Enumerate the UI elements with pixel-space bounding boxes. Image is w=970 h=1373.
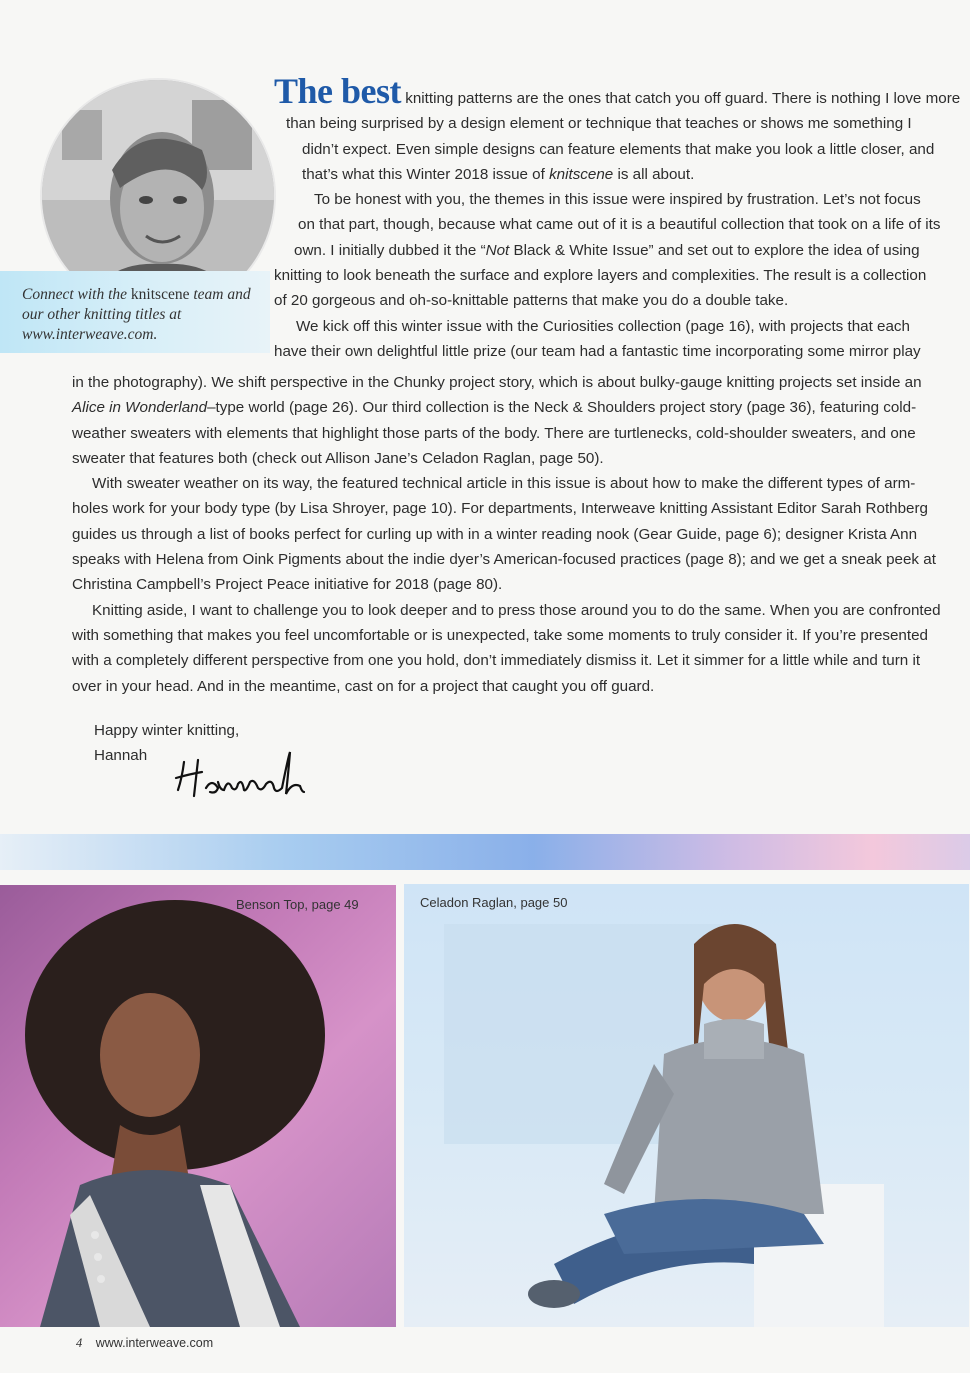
editor-letter-lead	[274, 71, 961, 364]
lead-line: We kick off this winter issue with the Curiosities collection (page 16), with projects that each	[296, 317, 910, 335]
lead-text: Black & White Issue” and set out to explore the idea of using	[509, 241, 920, 259]
handwritten-signature	[172, 748, 356, 808]
body-line: speaks with Helena from Oink Pigments about the indie dyer’s American-focused practices (page 8); and we get a sneak peek at	[72, 551, 936, 569]
page-number: 4	[76, 1336, 83, 1350]
body-line: over in your head. And in the meantime, cast on for a project that caught you off guard.	[72, 677, 655, 695]
body-line: with something that makes you feel uncomfortable or is unexpected, take some moments to truly consider it. If you’re presented	[72, 626, 928, 644]
benson-top-photo	[0, 885, 396, 1327]
body-text: –type world (page 26). Our third collection is the Neck & Shoulders project story (page 36), featuring cold-	[207, 399, 917, 417]
lead-line: than being surprised by a design element or technique that teaches or shows me something I	[286, 115, 912, 133]
lead-line: To be honest with you, the themes in this issue were inspired by frustration. Let’s not focus	[314, 191, 921, 209]
body-line: sweater that features both (check out Allison Jane’s Celadon Raglan, page 50).	[72, 449, 604, 467]
lead-line: knitting to look beneath the surface and explore layers and complexities. The result is a collection	[274, 267, 927, 285]
lead-line	[274, 71, 961, 111]
body-line: guides us through a list of books perfect for curling up with in a winter reading nook (Gear Guide, page 6); designer Krista Ann	[72, 525, 918, 543]
drop-heading: The best	[274, 71, 402, 111]
body-line: With sweater weather on its way, the featured technical article in this issue is about how to make the different types of arm-	[92, 475, 916, 493]
lead-text: is all about.	[613, 165, 695, 183]
lead-line: on that part, though, because what came out of it is a beautiful collection that took on a life of its	[298, 216, 941, 234]
signoff-greeting: Happy winter knitting,	[94, 722, 240, 739]
body-line: with a completely different perspective from one you hold, don’t immediately dismiss it. Let it simmer for a little while and turn it	[72, 652, 921, 670]
lead-text: that’s what this Winter 2018 issue of	[302, 165, 550, 183]
book-title: Alice in Wonderland	[72, 399, 208, 417]
body-line: in the photography). We shift perspective in the Chunky project story, which is about bulky-gauge knitting projects set inside an	[72, 374, 922, 391]
lead-line: have their own delightful little prize (our team had a fantastic time incorporating some mirror play	[274, 342, 921, 360]
photo-caption-right: Celadon Raglan, page 50	[420, 895, 568, 910]
body-line: Knitting aside, I want to challenge you to look deeper and to press those around you to do the same. When you are confronted	[92, 601, 941, 619]
signoff-name: Hannah	[94, 747, 148, 765]
editor-letter-body	[72, 370, 941, 699]
footer-url[interactable]: www.interweave.com	[95, 1336, 214, 1350]
magazine-name: knitscene	[549, 165, 614, 183]
lead-emphasis: Not	[485, 241, 510, 259]
celadon-raglan-illustration	[404, 884, 969, 1327]
celadon-raglan-photo	[404, 884, 969, 1327]
lead-line: of 20 gorgeous and oh-so-knittable patterns that make you do a double take.	[274, 292, 789, 310]
body-line: holes work for your body type (by Lisa Shroyer, page 10). For departments, Interweave knitting Assistant Editor Sarah Rothberg	[72, 500, 929, 518]
caption-rest: team and our other knitting titles at	[22, 286, 251, 323]
portrait-caption	[22, 285, 262, 345]
lead-line-text: knitting patterns are the ones that catch you off guard. There is nothing I love more	[401, 90, 961, 107]
body-line: Christina Campbell’s Project Peace initiative for 2018 (page 80).	[72, 576, 503, 594]
decorative-gradient-band	[0, 834, 970, 870]
body-line: weather sweaters with elements that highlight those parts of the body. There are turtlenecks, cold-shoulder sweaters, and one	[72, 424, 916, 442]
page-footer	[76, 1336, 213, 1351]
lead-line	[302, 162, 946, 187]
caption-url: www.interweave.com.	[22, 326, 158, 343]
benson-top-illustration	[0, 885, 396, 1327]
photo-caption-left: Benson Top, page 49	[236, 897, 359, 912]
body-line	[72, 395, 938, 420]
caption-prefix: Connect with the	[22, 286, 131, 303]
lead-text: own. I initially dubbed it the “	[294, 241, 486, 259]
lead-line: didn’t expect. Even simple designs can feature elements that make you look a little closer, and	[302, 140, 935, 158]
caption-brand: knitscene	[130, 286, 190, 303]
lead-line	[294, 238, 946, 263]
